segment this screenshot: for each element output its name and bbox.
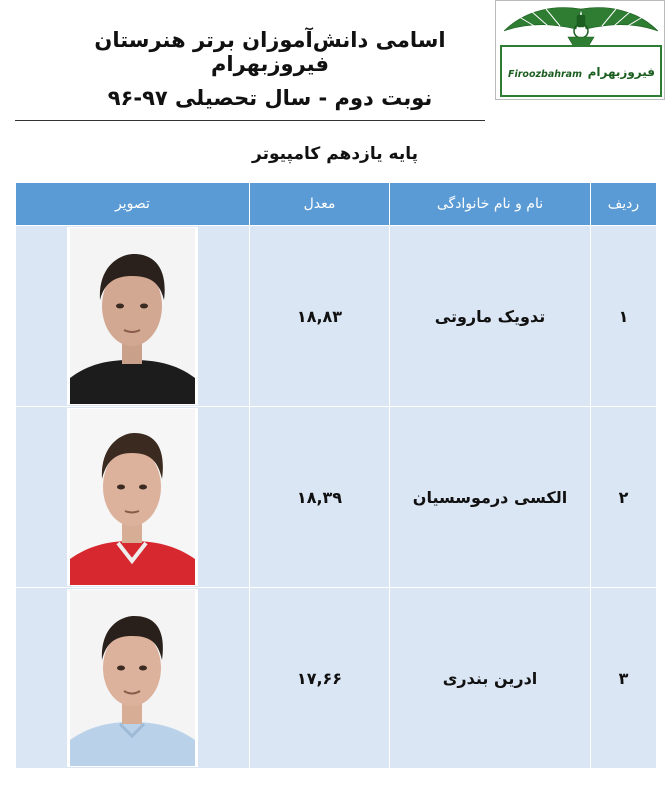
col-header-photo: تصویر bbox=[16, 183, 250, 226]
table-row bbox=[16, 407, 657, 588]
student-name: ادرین بندری bbox=[390, 588, 591, 769]
table-header-row bbox=[16, 183, 657, 226]
page-title: اسامی دانش‌آموزان برتر هنرستان فیروزبهرام bbox=[94, 28, 446, 76]
student-name: تدویک ماروتی bbox=[390, 226, 591, 407]
photo-cell bbox=[16, 588, 250, 769]
school-logo bbox=[495, 0, 665, 100]
row-number: ۲ bbox=[591, 407, 657, 588]
student-portrait-red-polo-icon bbox=[70, 409, 195, 585]
student-name: الکسی درموسسیان bbox=[390, 407, 591, 588]
student-photo bbox=[67, 589, 198, 767]
student-portrait-dark-shirt-icon bbox=[70, 228, 195, 404]
logo-text-box bbox=[500, 45, 662, 97]
photo-cell bbox=[16, 226, 250, 407]
student-portrait-light-shirt-icon bbox=[70, 590, 195, 766]
student-photo bbox=[67, 227, 198, 405]
table-row bbox=[16, 226, 657, 407]
table-row bbox=[16, 588, 657, 769]
section-title: پایه یازدهم کامپیوتر bbox=[252, 144, 418, 164]
student-photo bbox=[67, 408, 198, 586]
col-header-row: ردیف bbox=[591, 183, 657, 226]
logo-persian-text: فیروزبهرام bbox=[587, 65, 655, 79]
col-header-name: نام و نام خانوادگی bbox=[390, 183, 591, 226]
term-year-line: نوبت دوم - سال تحصیلی ۹۷-۹۶ bbox=[107, 86, 433, 110]
photo-cell bbox=[16, 407, 250, 588]
student-average: ۱۸,۸۳ bbox=[250, 226, 390, 407]
col-header-average: معدل bbox=[250, 183, 390, 226]
row-number: ۱ bbox=[591, 226, 657, 407]
faravahar-emblem-icon bbox=[496, 1, 666, 51]
row-number: ۳ bbox=[591, 588, 657, 769]
header-divider bbox=[15, 120, 485, 121]
student-average: ۱۸,۳۹ bbox=[250, 407, 390, 588]
student-average: ۱۷,۶۶ bbox=[250, 588, 390, 769]
logo-english-text: Firoozbahram bbox=[508, 69, 582, 80]
students-table bbox=[15, 182, 657, 769]
